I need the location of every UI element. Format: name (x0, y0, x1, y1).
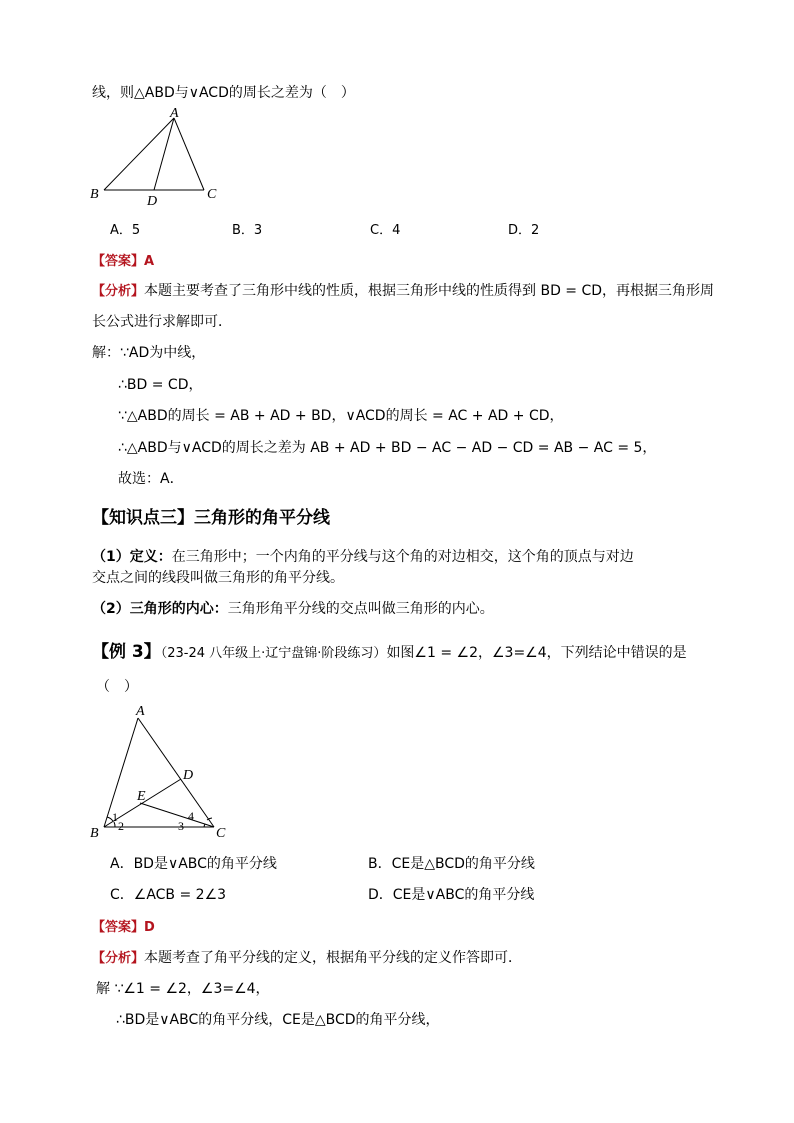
definition-line-2: 交点之间的线段叫做三角形的角平分线。 (92, 570, 344, 586)
ex3-option-a: A．BD是∨ABC的角平分线 (110, 856, 277, 872)
option-b: B．3 (232, 223, 263, 238)
triangle-abd-figure (86, 104, 226, 212)
segment-ce (140, 803, 214, 827)
ex3-solution-line-1: 解 ∵∠1 = ∠2，∠3=∠4， (96, 981, 270, 997)
angle-label-2: 2 (118, 819, 124, 833)
label-a: A (136, 704, 145, 719)
ex3-option-c: C．∠ACB = 2∠3 (110, 887, 227, 903)
label-c: C (216, 826, 226, 841)
definition-label: （1）定义： (92, 549, 172, 565)
incenter-line (92, 598, 494, 618)
ex3-analysis-line (92, 947, 522, 967)
solution-line-4: ∴△ABD与∨ACD的周长之差为 AB + AD + BD − AC − AD − CD = AB − AC = 5， (118, 440, 657, 456)
incenter-label: （2）三角形的内心： (92, 601, 228, 617)
definition-text-1: 在三角形中；一个内角的平分线与这个角的对边相交，这个角的顶点与对边 (171, 549, 634, 565)
option-d: D．2 (508, 223, 540, 238)
option-a: A．5 (110, 223, 141, 238)
analysis-line-2: 长公式进行求解即可． (92, 314, 232, 330)
label-b: B (90, 826, 99, 841)
ex3-option-d: D．CE是∨ABC的角平分线 (368, 887, 535, 903)
angle-label-4: 4 (188, 809, 194, 823)
example-source: （23-24 八年级上·辽宁盘锦·阶段练习） (160, 646, 387, 661)
ex3-solution-line-2: ∴BD是∨ABC的角平分线，CE是△BCD的角平分线， (116, 1012, 440, 1028)
ex3-analysis-text: 本题考查了角平分线的定义，根据角平分线的定义作答即可． (144, 950, 523, 966)
angle-label-3: 3 (178, 819, 184, 833)
example-stem-text: 如图∠1 = ∠2，∠3=∠4，下列结论中错误的是 (386, 645, 687, 661)
example-tag: 【例 3】 (92, 642, 161, 662)
example-3-paren: （ ） (96, 679, 138, 695)
label-c: C (207, 187, 217, 202)
label-b: B (90, 187, 99, 202)
angle-label-1: 1 (112, 810, 118, 824)
ex3-option-b: B．CE是△BCD的角平分线 (368, 856, 535, 872)
segment-ac (174, 118, 204, 190)
analysis-tag: 【分析】 (92, 284, 145, 299)
label-d: D (183, 768, 194, 783)
label-d: D (147, 194, 158, 209)
solution-line-1: 解：∵AD为中线， (92, 345, 206, 361)
segment-ab (104, 718, 138, 827)
analysis-text-1: 本题主要考查了三角形中线的性质，根据三角形中线的性质得到 BD = CD，再根据三角形周 (144, 283, 715, 299)
ex3-analysis-tag: 【分析】 (92, 951, 145, 966)
solution-line-3: ∵△ABD的周长 = AB + AD + BD，∨ACD的周长 = AC + AD + CD， (118, 408, 564, 424)
analysis-line-1 (92, 280, 714, 300)
label-a: A (170, 106, 179, 121)
solution-line-2: ∴BD = CD， (118, 377, 203, 393)
section-title: 【知识点三】三角形的角平分线 (92, 508, 330, 528)
answer-label: 【答案】A (92, 254, 155, 269)
label-e: E (137, 789, 146, 804)
definition-line-1 (92, 546, 634, 566)
question-stem-tail: 线，则△ABD与∨ACD的周长之差为（ ） (92, 85, 355, 101)
example-3-stem (92, 637, 687, 662)
solution-line-5: 故选：A． (118, 471, 184, 487)
ex3-answer-label: 【答案】D (92, 920, 155, 935)
option-c: C．4 (370, 223, 401, 238)
incenter-text: 三角形角平分线的交点叫做三角形的内心。 (227, 601, 494, 617)
triangle-abc-figure (86, 700, 236, 842)
segment-ac (138, 718, 214, 827)
